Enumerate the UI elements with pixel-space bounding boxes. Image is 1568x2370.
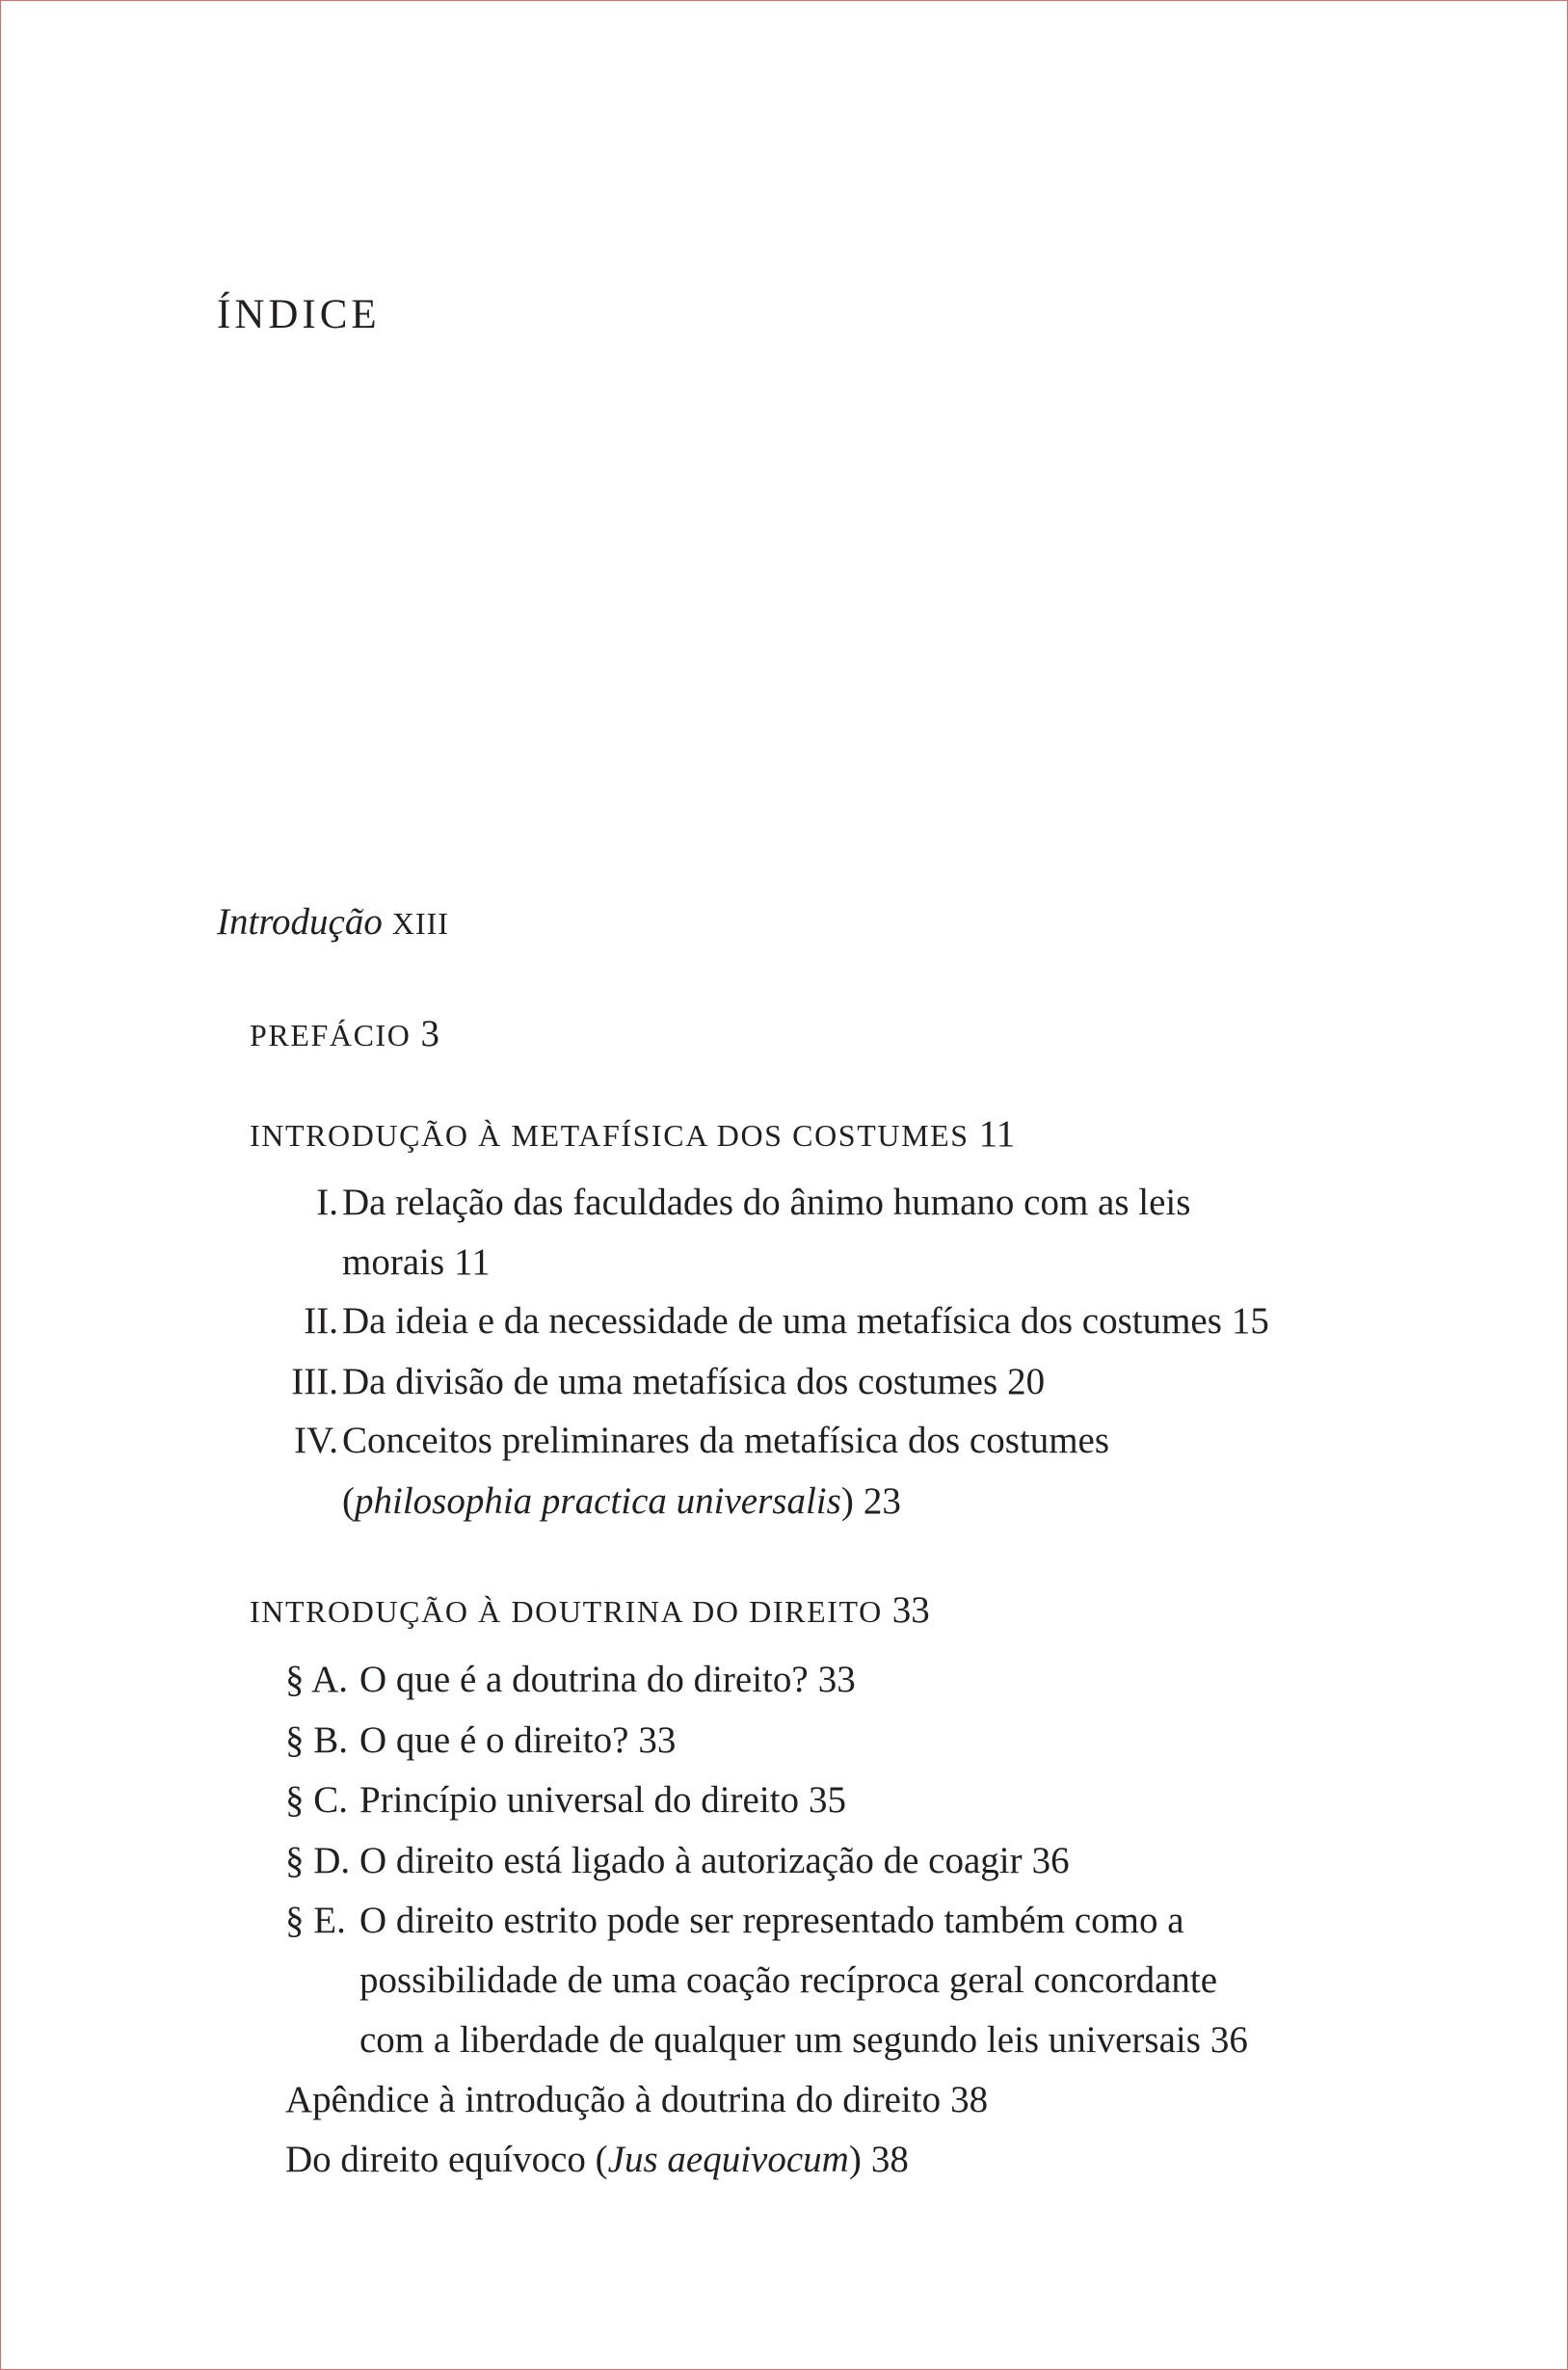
toc-entry-ii[interactable] [342,1302,1269,1340]
entry-page: 15 [1231,1300,1269,1342]
entry-text: Apêndice à introdução à doutrina do direito [285,2079,942,2120]
toc-entry-iv-line1[interactable]: Conceitos preliminares da metafísica dos costumes [342,1420,1110,1461]
entry-page: 36 [1209,2019,1248,2061]
latin-term: philosophia practica universalis [355,1480,841,1522]
paren-close: ) [848,2139,862,2180]
entry-page: 20 [1007,1361,1046,1402]
entry-label: Introdução [217,901,383,943]
toc-entry-c[interactable] [359,1781,846,1819]
toc-entry-iii[interactable] [342,1363,1045,1400]
toc-entry-direito-equivoco[interactable] [285,2141,909,2178]
toc-entry-b[interactable] [359,1721,676,1759]
entry-page: 35 [809,1779,847,1821]
page-title: ÍNDICE [217,292,381,337]
entry-page: 33 [638,1719,677,1761]
toc-entry-prefacio[interactable] [250,1015,439,1052]
section-page: 33 [891,1589,930,1631]
entry-page: 3 [420,1013,440,1054]
toc-entry-apendice[interactable] [285,2081,988,2118]
item-number: IV. [294,1420,338,1461]
item-number: § A. [285,1659,349,1700]
section-heading: INTRODUÇÃO À METAFÍSICA DOS COSTUMES [250,1118,970,1153]
entry-text: O direito está ligado à autorização de coagir [359,1840,1023,1881]
item-number: § E. [285,1900,346,1941]
entry-text: morais [342,1241,445,1283]
toc-entry-i-line2[interactable] [342,1243,491,1281]
toc-section-metafisica[interactable] [250,1115,1015,1153]
entry-page: 23 [863,1480,901,1522]
entry-text: O que é o direito? [359,1719,629,1761]
entry-label: PREFÁCIO [250,1018,412,1052]
entry-page: 11 [454,1241,491,1283]
entry-text: O que é a doutrina do direito? [359,1659,809,1700]
entry-text: com a liberdade de qualquer um segundo leis universais [359,2019,1201,2061]
section-page: 11 [978,1113,1016,1155]
paren-open: ( [342,1480,355,1522]
entry-page: 33 [817,1659,856,1700]
item-number: § D. [285,1840,351,1881]
entry-page: XIII [391,906,449,941]
toc-entry-e-line3[interactable] [359,2021,1248,2059]
entry-text: Da divisão de uma metafísica dos costumes [342,1361,998,1402]
toc-entry-i-line1[interactable]: Da relação das faculdades do ânimo humano com as leis [342,1182,1191,1223]
toc-entry-introducao[interactable] [217,903,449,941]
item-number: III. [291,1361,338,1402]
latin-term: Jus aequivocum [607,2139,849,2180]
section-heading: INTRODUÇÃO À DOUTRINA DO DIREITO [250,1594,883,1629]
toc-entry-d[interactable] [359,1842,1070,1879]
entry-page: 38 [950,2079,989,2120]
entry-page: 38 [870,2139,909,2180]
item-number: II. [304,1300,338,1342]
toc-entry-e-line2[interactable]: possibilidade de uma coação recíproca geral concordante [359,1959,1218,2001]
toc-entry-e-line1[interactable]: O direito estrito pode ser representado também como a [359,1900,1184,1941]
toc-section-doutrina[interactable] [250,1591,930,1629]
entry-page: 36 [1031,1840,1070,1881]
entry-text-open: Do direito equívoco ( [285,2139,608,2180]
paren-close: ) [840,1480,854,1522]
item-number: I. [316,1182,338,1223]
entry-text: Da ideia e da necessidade de uma metafísica dos costumes [342,1300,1222,1342]
entry-text: Princípio universal do direito [359,1779,800,1821]
toc-entry-a[interactable] [359,1661,856,1698]
toc-entry-iv-line2[interactable] [342,1482,901,1520]
item-number: § B. [285,1719,349,1761]
item-number: § C. [285,1779,349,1821]
